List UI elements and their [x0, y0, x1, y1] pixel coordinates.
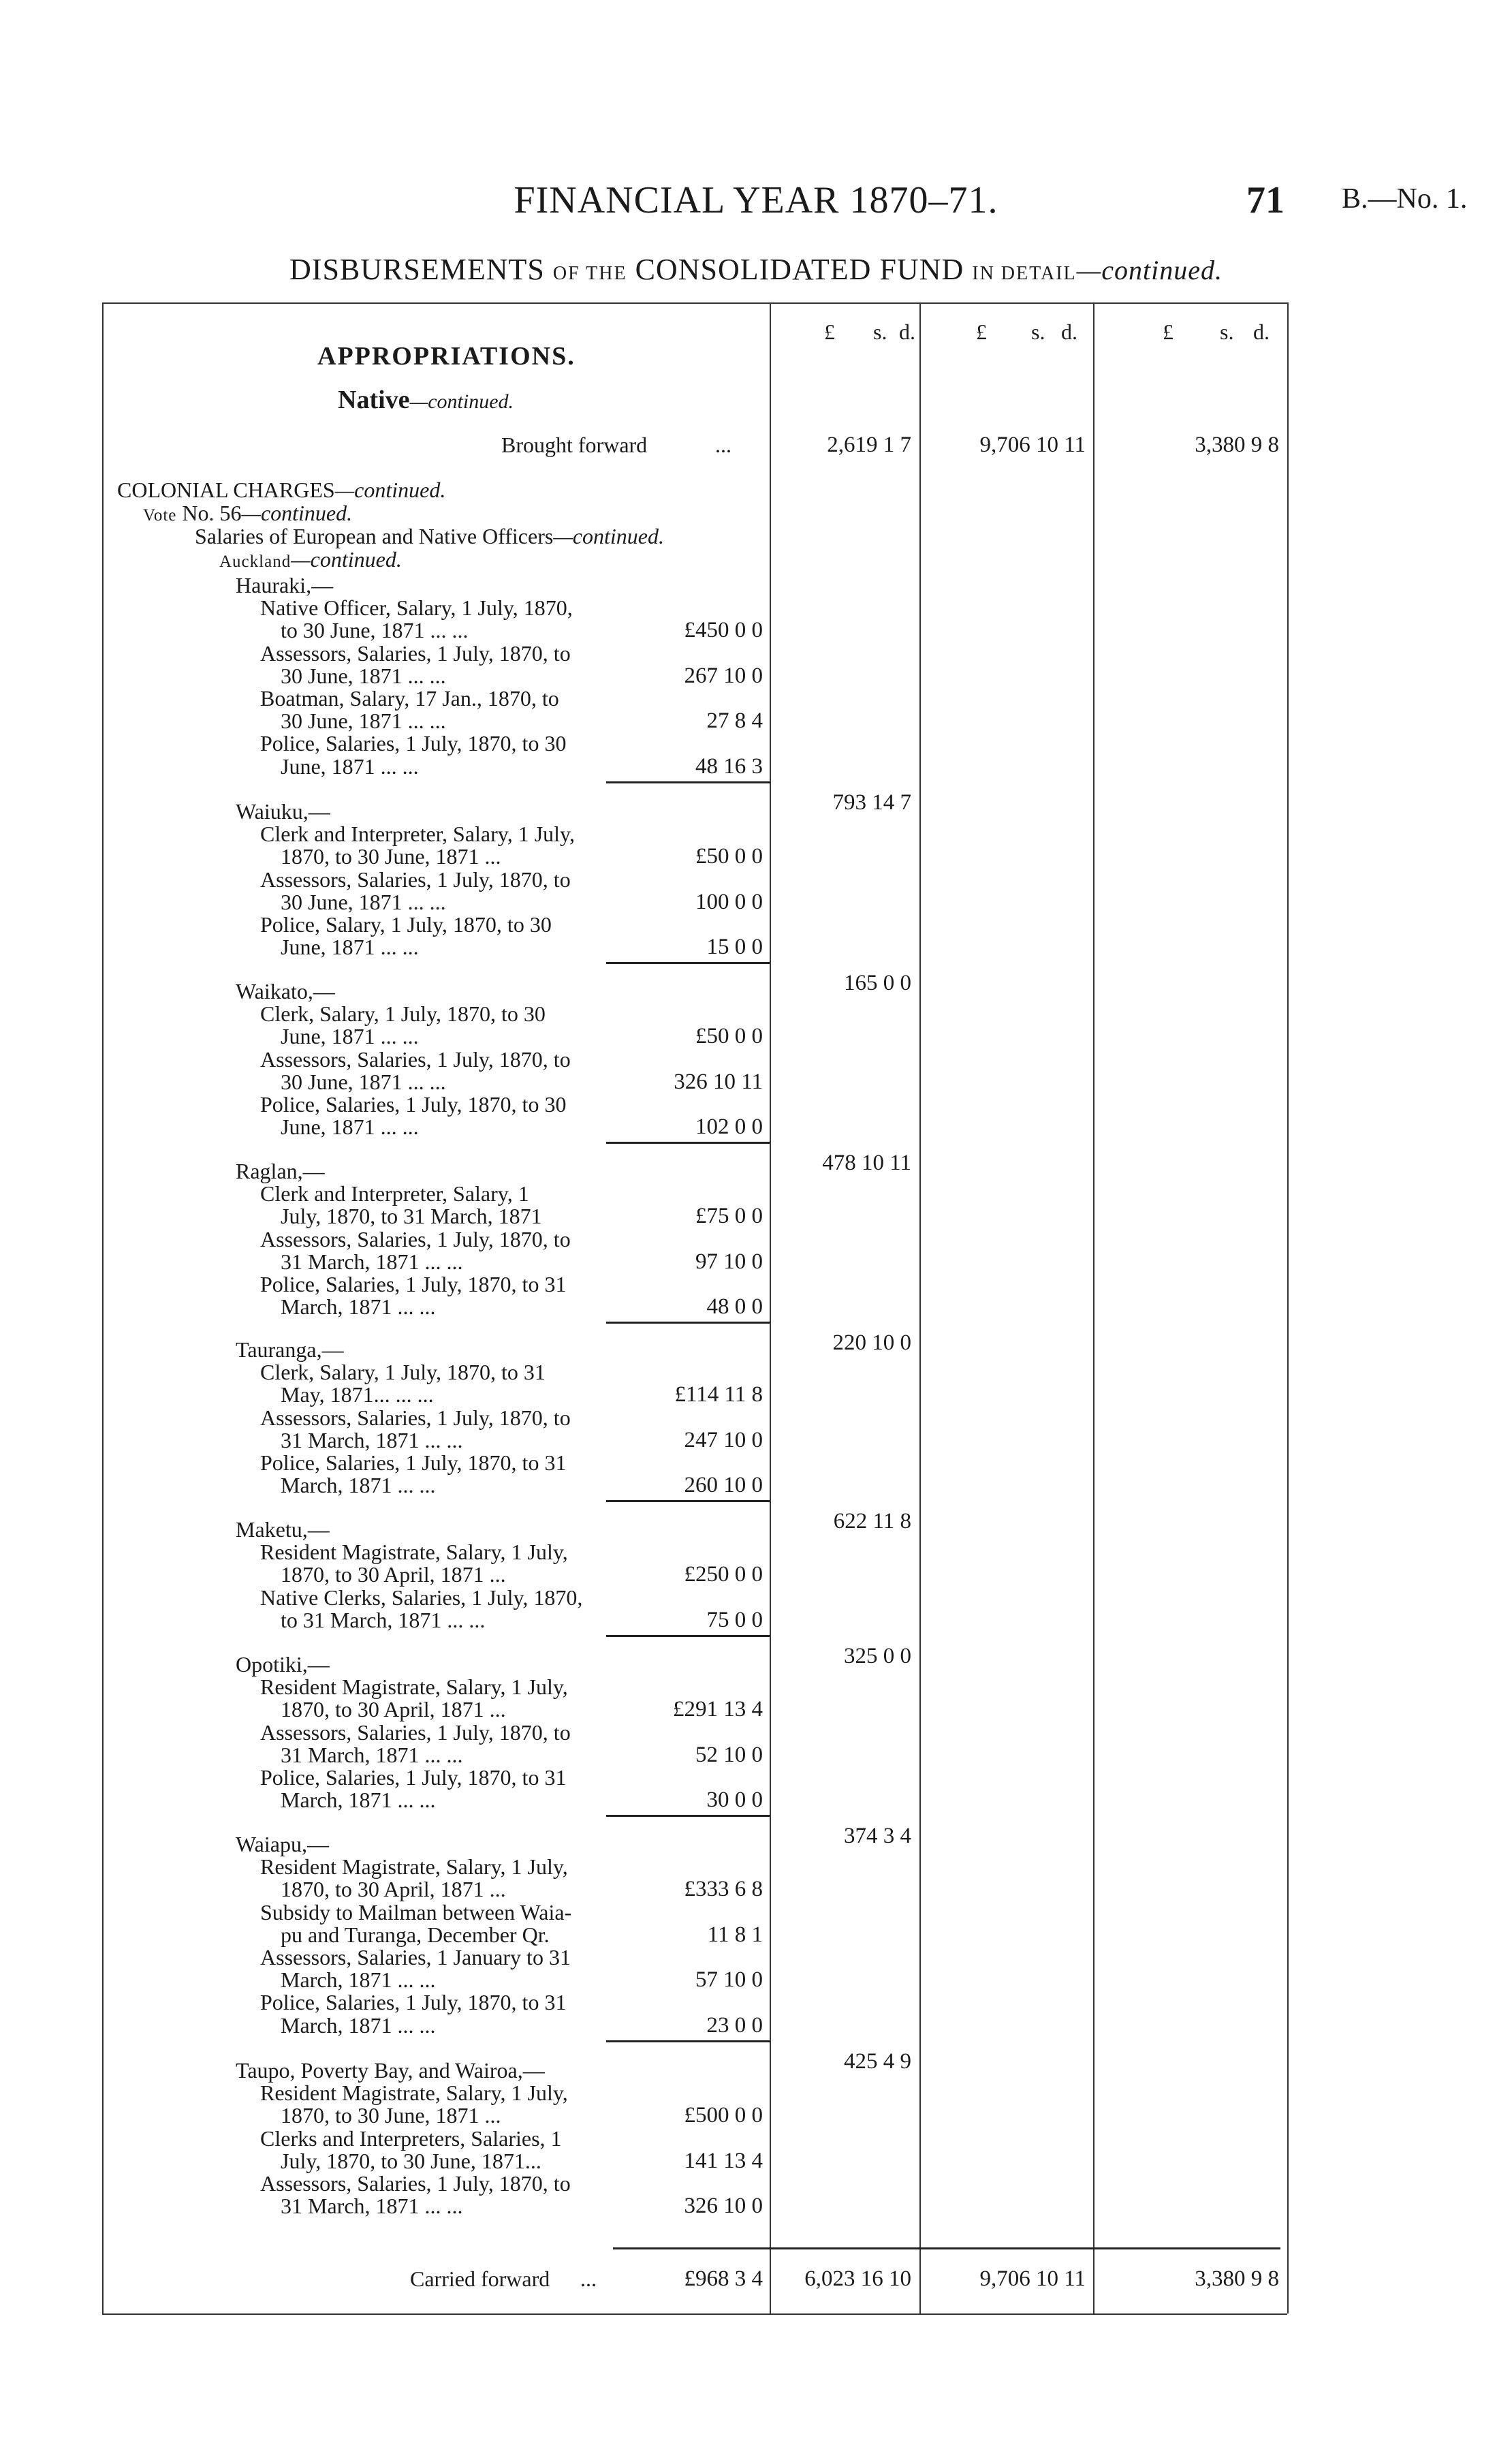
subtotal-rule — [606, 1500, 770, 1502]
item-amount: £250 0 0 — [684, 1562, 763, 1587]
column-divider — [770, 302, 771, 2313]
item-amount: £114 11 8 — [674, 1382, 763, 1407]
appropriations-heading: APPROPRIATIONS. — [317, 342, 576, 371]
item-description: Clerk, Salary, 1 July, 1870, to 31 — [260, 1360, 546, 1384]
colonial-charges-heading — [117, 478, 445, 501]
item-description: Assessors, Salaries, 1 January to 31 — [260, 1945, 571, 1969]
item-description: 30 June, 1871 ... ... — [281, 664, 446, 688]
item-amount: 30 0 0 — [706, 1788, 763, 1812]
page-title: FINANCIAL YEAR 1870–71. — [514, 179, 998, 221]
col-header-pence: d. — [1061, 320, 1077, 344]
dots: ... — [715, 433, 731, 457]
district-total: 478 10 11 — [822, 1151, 911, 1175]
item-amount: 75 0 0 — [706, 1608, 763, 1632]
item-amount: 15 0 0 — [706, 935, 763, 959]
vote-continued: —continued. — [241, 501, 353, 525]
district-total: 793 14 7 — [832, 790, 911, 815]
district-name: Raglan,— — [236, 1159, 325, 1183]
column-divider — [919, 302, 921, 2313]
item-amount: 48 0 0 — [706, 1294, 763, 1319]
item-description: March, 1871 ... ... — [281, 1473, 436, 1497]
subtitle-part: IN DETAIL — [972, 263, 1077, 284]
auckland-heading — [219, 548, 402, 574]
district-total: 374 3 4 — [844, 1824, 911, 1848]
item-description: 30 June, 1871 ... ... — [281, 708, 446, 733]
district-name: Tauranga,— — [236, 1337, 344, 1362]
district-name: Maketu,— — [236, 1517, 330, 1542]
district-total: 325 0 0 — [844, 1644, 911, 1668]
item-description: Assessors, Salaries, 1 July, 1870, to — [260, 1720, 571, 1745]
brought-forward-col3: 3,380 9 8 — [1195, 433, 1279, 457]
item-description: Assessors, Salaries, 1 July, 1870, to — [260, 1227, 571, 1251]
item-description: Boatman, Salary, 17 Jan., 1870, to — [260, 686, 559, 711]
item-description: 1870, to 30 April, 1871 ... — [281, 1562, 506, 1587]
table-top-border — [102, 302, 1287, 304]
item-description: Police, Salaries, 1 July, 1870, to 30 — [260, 731, 567, 755]
item-amount: 267 10 0 — [684, 664, 763, 688]
item-description: Police, Salaries, 1 July, 1870, to 31 — [260, 1765, 567, 1790]
district-total: 165 0 0 — [844, 971, 911, 995]
item-description: Police, Salaries, 1 July, 1870, to 30 — [260, 1092, 567, 1117]
item-amount: 247 10 0 — [684, 1428, 763, 1452]
item-amount: 27 8 4 — [706, 708, 763, 733]
item-description: Assessors, Salaries, 1 July, 1870, to — [260, 2171, 571, 2196]
item-description: Subsidy to Mailman between Waia- — [260, 1900, 572, 1925]
carried-forward-col1: 6,023 16 10 — [804, 2266, 911, 2291]
item-amount: £333 6 8 — [684, 1877, 763, 1901]
subtitle-part: DISBURSEMENTS — [289, 253, 545, 286]
item-description: Police, Salary, 1 July, 1870, to 30 — [260, 912, 552, 937]
vote-number: No. 56 — [182, 501, 242, 525]
item-description: June, 1871 ... ... — [281, 754, 419, 779]
item-amount: 102 0 0 — [695, 1115, 763, 1139]
col-header-pound: £ — [1163, 320, 1174, 344]
district-total: 220 10 0 — [832, 1330, 911, 1355]
col-header-shillings: s. — [1220, 320, 1234, 344]
item-amount: 57 10 0 — [695, 1967, 763, 1992]
district-total: 425 4 9 — [844, 2049, 911, 2074]
carried-forward-inner: £968 3 4 — [684, 2266, 763, 2291]
carried-forward-col2: 9,706 10 11 — [979, 2266, 1086, 2291]
column-divider — [102, 302, 104, 2313]
item-description: 30 June, 1871 ... ... — [281, 1070, 446, 1094]
district-name: Waiapu,— — [236, 1832, 329, 1856]
subtitle-part: CONSOLIDATED FUND — [635, 253, 964, 286]
item-description: March, 1871 ... ... — [281, 1788, 436, 1812]
item-description: 31 March, 1871 ... ... — [281, 1743, 463, 1767]
item-description: 1870, to 30 April, 1871 ... — [281, 1877, 506, 1901]
item-description: Assessors, Salaries, 1 July, 1870, to — [260, 1405, 571, 1430]
item-description: 31 March, 1871 ... ... — [281, 1249, 463, 1274]
item-description: March, 1871 ... ... — [281, 1294, 436, 1319]
brought-forward-col1: 2,619 1 7 — [827, 433, 911, 457]
colonial-continued: —continued. — [334, 478, 446, 502]
item-description: Resident Magistrate, Salary, 1 July, — [260, 1854, 568, 1879]
item-description: Clerk and Interpreter, Salary, 1 July, — [260, 822, 575, 846]
subtotal-rule — [606, 1635, 770, 1637]
subtotal-rule — [606, 781, 770, 783]
auckland-label: Auckland — [219, 552, 292, 571]
col-header-shillings: s. — [873, 320, 887, 344]
brought-forward-label: Brought forward — [501, 433, 648, 457]
item-description: Native Officer, Salary, 1 July, 1870, — [260, 595, 573, 620]
item-description: Police, Salaries, 1 July, 1870, to 31 — [260, 1990, 567, 2014]
col-header-pound: £ — [976, 320, 987, 344]
vote-label: Vote — [143, 506, 177, 525]
district-name: Waikato,— — [236, 979, 335, 1003]
item-amount: 11 8 1 — [707, 1922, 763, 1947]
item-description: Police, Salaries, 1 July, 1870, to 31 — [260, 1272, 567, 1296]
subtitle-part: OF THE — [552, 263, 627, 284]
item-description: Resident Magistrate, Salary, 1 July, — [260, 1674, 568, 1699]
item-description: 1870, to 30 April, 1871 ... — [281, 1697, 506, 1721]
item-description: July, 1870, to 31 March, 1871 — [281, 1204, 542, 1228]
native-heading — [338, 388, 514, 414]
item-description: Assessors, Salaries, 1 July, 1870, to — [260, 867, 571, 892]
subtotal-rule — [606, 962, 770, 964]
subtotal-rule — [613, 2247, 1280, 2249]
dots: ... — [580, 2266, 597, 2291]
item-description: June, 1871 ... ... — [281, 935, 419, 959]
salaries-continued: —continued. — [553, 524, 664, 548]
subtitle-part: —continued. — [1076, 255, 1223, 285]
item-amount: 141 13 4 — [684, 2149, 763, 2173]
item-description: pu and Turanga, December Qr. — [281, 1922, 550, 1947]
district-total: 622 11 8 — [833, 1509, 911, 1533]
item-amount: 260 10 0 — [684, 1473, 763, 1497]
column-divider — [1287, 302, 1289, 2313]
document-reference: B.—No. 1. — [1342, 183, 1468, 215]
item-amount: £500 0 0 — [684, 2103, 763, 2128]
auckland-continued: —continued. — [291, 547, 402, 572]
item-description: Assessors, Salaries, 1 July, 1870, to — [260, 1047, 571, 1072]
page-number: 71 — [1246, 179, 1285, 221]
col-header-pence: d. — [899, 320, 915, 344]
item-description: Police, Salaries, 1 July, 1870, to 31 — [260, 1450, 567, 1475]
district-name: Taupo, Poverty Bay, and Wairoa,— — [236, 2058, 545, 2083]
subtotal-rule — [606, 1815, 770, 1817]
item-description: to 30 June, 1871 ... ... — [281, 618, 469, 642]
item-description: 31 March, 1871 ... ... — [281, 2194, 463, 2218]
item-description: July, 1870, to 30 June, 1871... — [281, 2149, 541, 2173]
item-description: Resident Magistrate, Salary, 1 July, — [260, 2081, 568, 2105]
item-description: June, 1871 ... ... — [281, 1024, 419, 1048]
item-description: Assessors, Salaries, 1 July, 1870, to — [260, 641, 571, 666]
item-amount: 52 10 0 — [695, 1743, 763, 1767]
item-amount: 326 10 11 — [674, 1070, 763, 1094]
colonial-label: COLONIAL CHARGES — [117, 478, 335, 502]
subtotal-rule — [606, 1142, 770, 1144]
item-amount: £291 13 4 — [673, 1697, 763, 1721]
page-subtitle — [0, 252, 1512, 287]
item-amount: 97 10 0 — [695, 1249, 763, 1274]
item-description: May, 1871... ... ... — [281, 1382, 434, 1407]
col-header-pence: d. — [1253, 320, 1270, 344]
item-description: 30 June, 1871 ... ... — [281, 890, 446, 914]
item-amount: £75 0 0 — [695, 1204, 763, 1228]
item-description: Clerks and Interpreters, Salaries, 1 — [260, 2126, 562, 2151]
district-name: Hauraki,— — [236, 573, 334, 597]
item-amount: 326 10 0 — [684, 2194, 763, 2218]
native-continued: —continued. — [409, 390, 514, 413]
item-description: Resident Magistrate, Salary, 1 July, — [260, 1540, 568, 1564]
col-header-pound: £ — [824, 320, 835, 344]
subtotal-rule — [606, 2040, 770, 2042]
item-amount: £50 0 0 — [695, 1024, 763, 1048]
item-amount: £450 0 0 — [684, 618, 763, 642]
item-description: Clerk and Interpreter, Salary, 1 — [260, 1181, 529, 1206]
native-label: Native — [338, 386, 410, 414]
column-divider — [1093, 302, 1094, 2313]
subtotal-rule — [606, 1322, 770, 1324]
brought-forward-col2: 9,706 10 11 — [979, 433, 1086, 457]
salaries-label: Salaries of European and Native Officers — [195, 524, 554, 548]
item-description: 1870, to 30 June, 1871 ... — [281, 2103, 501, 2128]
col-header-shillings: s. — [1031, 320, 1045, 344]
item-amount: £50 0 0 — [695, 844, 763, 869]
item-description: March, 1871 ... ... — [281, 1967, 436, 1992]
carried-forward-col3: 3,380 9 8 — [1195, 2266, 1279, 2291]
district-name: Waiuku,— — [236, 799, 330, 824]
item-amount: 23 0 0 — [706, 2013, 763, 2038]
carried-forward-label: Carried forward — [410, 2266, 550, 2291]
district-name: Opotiki,— — [236, 1652, 330, 1677]
item-amount: 48 16 3 — [695, 754, 763, 779]
table-bottom-border — [102, 2313, 1287, 2315]
item-description: March, 1871 ... ... — [281, 2013, 436, 2038]
item-description: 31 March, 1871 ... ... — [281, 1428, 463, 1452]
item-description: Clerk, Salary, 1 July, 1870, to 30 — [260, 1001, 546, 1026]
disbursements-table — [102, 302, 1287, 2319]
item-description: 1870, to 30 June, 1871 ... — [281, 844, 501, 869]
item-amount: 100 0 0 — [695, 890, 763, 914]
item-description: June, 1871 ... ... — [281, 1115, 419, 1139]
item-description: to 31 March, 1871 ... ... — [281, 1608, 486, 1632]
salaries-heading — [195, 525, 664, 548]
item-description: Native Clerks, Salaries, 1 July, 1870, — [260, 1585, 583, 1610]
